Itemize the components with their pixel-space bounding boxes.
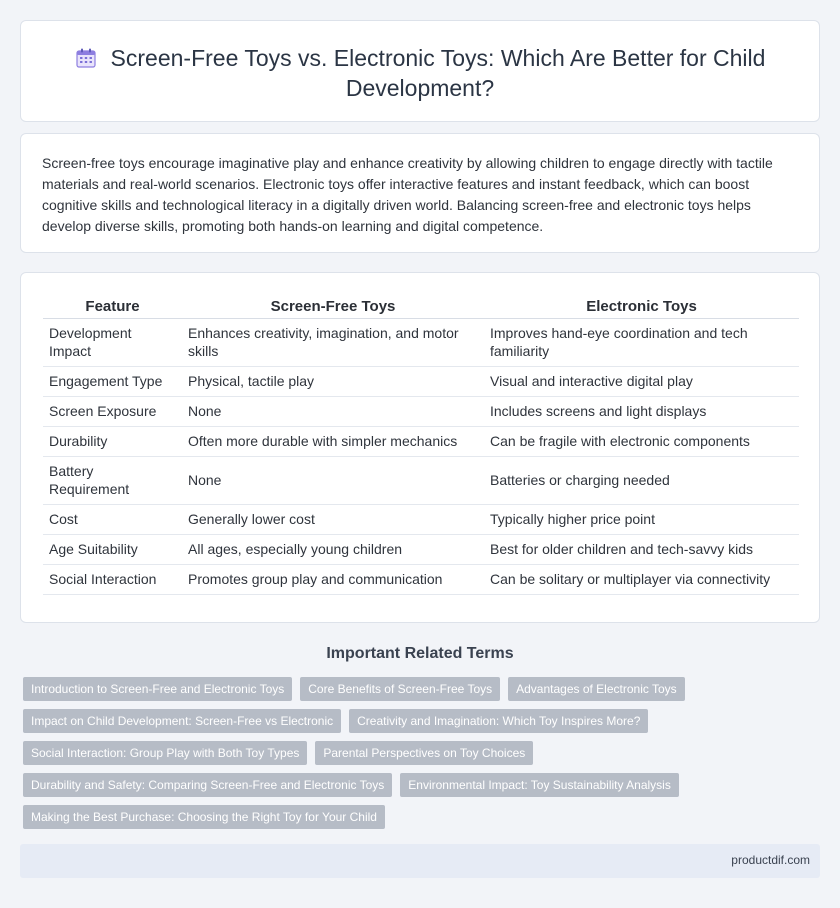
electronic-cell: Typically higher price point — [484, 505, 799, 535]
table-row — [43, 565, 799, 595]
table-row — [43, 505, 799, 535]
feature-cell: Age Suitability — [43, 535, 182, 565]
table-row — [43, 367, 799, 397]
related-term-tag[interactable]: Creativity and Imagination: Which Toy Inspires More? — [349, 709, 648, 733]
column-header-feature: Feature — [43, 296, 182, 319]
screen-free-cell: Physical, tactile play — [182, 367, 484, 397]
table-row — [43, 319, 799, 367]
table-header-row — [43, 296, 799, 319]
tag-row — [23, 773, 723, 797]
screen-free-cell: All ages, especially young children — [182, 535, 484, 565]
screen-free-cell: None — [182, 397, 484, 427]
tag-row — [23, 741, 723, 765]
page-title — [61, 43, 779, 103]
calendar-icon — [75, 46, 97, 68]
header-card — [20, 20, 820, 122]
screen-free-cell: Generally lower cost — [182, 505, 484, 535]
feature-cell: Social Interaction — [43, 565, 182, 595]
electronic-cell: Visual and interactive digital play — [484, 367, 799, 397]
comparison-table-card — [20, 272, 820, 623]
intro-paragraph: Screen-free toys encourage imaginative play and enhance creativity by allowing children to engage directly with tactile materials and real-world scenarios. Electronic toys offer interactive features and instant feedback, which can boost cognitive skills and technological literacy in a digitally driven world. Balancing screen-free and electronic toys helps develop diverse skills, promoting both hands-on learning and digital competence. — [42, 155, 773, 234]
related-term-tag[interactable]: Impact on Child Development: Screen-Free vs Electronic — [23, 709, 341, 733]
related-term-tag[interactable]: Introduction to Screen-Free and Electronic Toys — [23, 677, 292, 701]
footer-site-link[interactable]: productdif.com — [731, 853, 810, 867]
screen-free-cell: Often more durable with simpler mechanics — [182, 427, 484, 457]
table-row — [43, 427, 799, 457]
tag-row — [23, 805, 723, 829]
screen-free-cell: Promotes group play and communication — [182, 565, 484, 595]
comparison-table — [43, 296, 799, 595]
tag-row — [23, 709, 723, 733]
column-header-screen-free: Screen-Free Toys — [182, 296, 484, 319]
related-term-tag[interactable]: Core Benefits of Screen-Free Toys — [300, 677, 500, 701]
feature-cell: Engagement Type — [43, 367, 182, 397]
related-term-tag[interactable]: Environmental Impact: Toy Sustainability Analysis — [400, 773, 679, 797]
feature-cell: Cost — [43, 505, 182, 535]
related-term-tag[interactable]: Social Interaction: Group Play with Both Toy Types — [23, 741, 307, 765]
intro-card — [20, 133, 820, 253]
electronic-cell: Can be solitary or multiplayer via connectivity — [484, 565, 799, 595]
table-row — [43, 397, 799, 427]
feature-cell: Development Impact — [43, 319, 182, 367]
feature-cell: Battery Requirement — [43, 457, 182, 505]
electronic-cell: Can be fragile with electronic components — [484, 427, 799, 457]
feature-cell: Durability — [43, 427, 182, 457]
related-term-tag[interactable]: Making the Best Purchase: Choosing the Right Toy for Your Child — [23, 805, 385, 829]
related-term-tag[interactable]: Advantages of Electronic Toys — [508, 677, 685, 701]
electronic-cell: Improves hand-eye coordination and tech familiarity — [484, 319, 799, 367]
table-row — [43, 535, 799, 565]
column-header-electronic: Electronic Toys — [484, 296, 799, 319]
related-term-tag[interactable]: Durability and Safety: Comparing Screen-Free and Electronic Toys — [23, 773, 392, 797]
screen-free-cell: None — [182, 457, 484, 505]
related-terms-title: Important Related Terms — [326, 645, 514, 662]
feature-cell: Screen Exposure — [43, 397, 182, 427]
footer — [20, 844, 820, 878]
table-row — [43, 457, 799, 505]
page-title-text: Screen-Free Toys vs. Electronic Toys: Which Are Better for Child Development? — [110, 45, 766, 101]
electronic-cell: Batteries or charging needed — [484, 457, 799, 505]
related-term-tag[interactable]: Parental Perspectives on Toy Choices — [315, 741, 533, 765]
electronic-cell: Includes screens and light displays — [484, 397, 799, 427]
related-terms-list — [23, 677, 723, 837]
tag-row — [23, 677, 723, 701]
electronic-cell: Best for older children and tech-savvy kids — [484, 535, 799, 565]
header — [21, 43, 819, 103]
screen-free-cell: Enhances creativity, imagination, and motor skills — [182, 319, 484, 367]
